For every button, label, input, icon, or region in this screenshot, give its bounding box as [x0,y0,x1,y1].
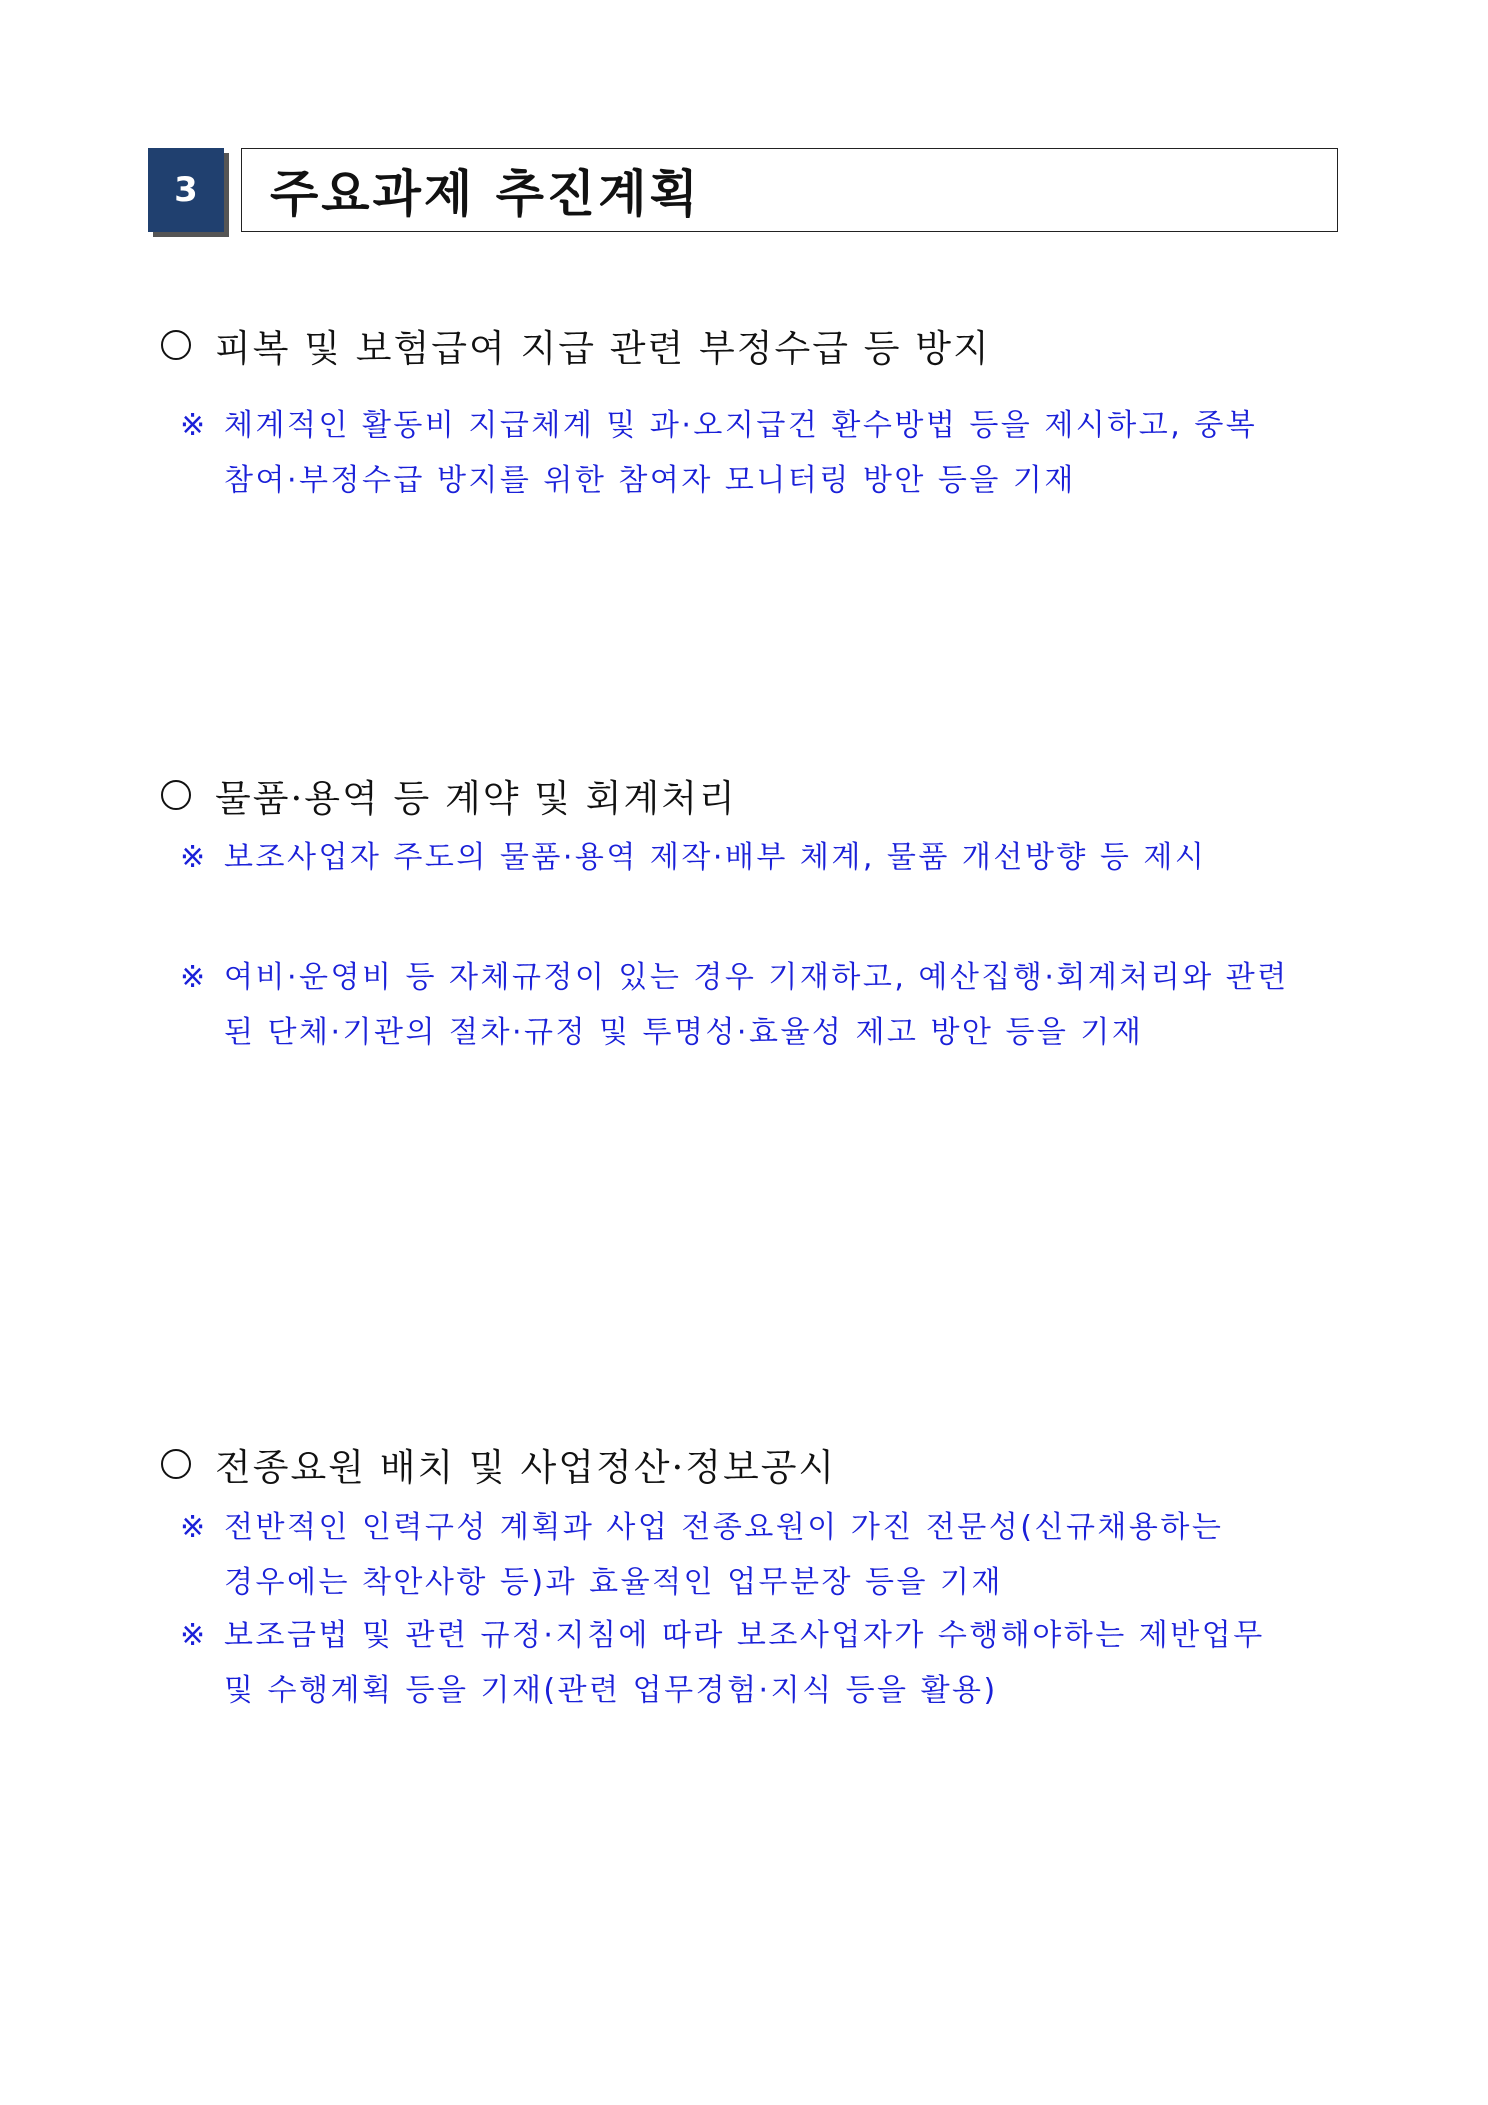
guidance-note [180,1500,1340,1610]
note-line: 보조금법 및 관련 규정·지침에 따라 보조사업자가 수행해야하는 제반업무 [224,1618,1265,1653]
item-heading [161,318,991,372]
item-heading-text: 피복 및 보험급여 지급 관련 부정수급 등 방지 [215,327,991,370]
item-heading-text: 전종요원 배치 및 사업정산·정보공시 [215,1446,837,1489]
circle-bullet-icon [161,780,191,810]
circle-bullet-icon [161,1449,191,1479]
note-line: 전반적인 인력구성 계획과 사업 전종요원이 가진 전문성(신규채용하는 [224,1510,1224,1545]
note-line: 체계적인 활동비 지급체계 및 과·오지급건 환수방법 등을 제시하고, 중복 [224,408,1258,443]
guidance-note [180,1608,1340,1718]
reference-mark-icon: ※ [180,408,208,443]
section-header [148,148,1340,236]
note-line: 된 단체·기관의 절차·규정 및 투명성·효율성 제고 방안 등을 기재 [224,1015,1144,1050]
section-title: 주요과제 추진계획 [241,148,1338,232]
reference-mark-icon: ※ [180,1510,208,1545]
note-line: 여비·운영비 등 자체규정이 있는 경우 기재하고, 예산집행·회계처리와 관련 [224,960,1289,995]
note-line: 경우에는 착안사항 등)과 효율적인 업무분장 등을 기재 [224,1565,1003,1600]
section-number: 3 [148,148,224,232]
guidance-note [180,398,1340,508]
reference-mark-icon: ※ [180,840,208,875]
note-line: 및 수행계획 등을 기재(관련 업무경험·지식 등을 활용) [224,1673,998,1708]
reference-mark-icon: ※ [180,960,208,995]
note-line: 참여·부정수급 방지를 위한 참여자 모니터링 방안 등을 기재 [224,463,1076,498]
item-heading [161,768,737,822]
item-heading-text: 물품·용역 등 계약 및 회계처리 [215,777,737,820]
note-line: 보조사업자 주도의 물품·용역 제작·배부 체계, 물품 개선방향 등 제시 [224,840,1207,875]
circle-bullet-icon [161,330,191,360]
reference-mark-icon: ※ [180,1618,208,1653]
item-heading [161,1437,836,1491]
guidance-note [180,950,1340,1060]
guidance-note [180,830,1340,885]
